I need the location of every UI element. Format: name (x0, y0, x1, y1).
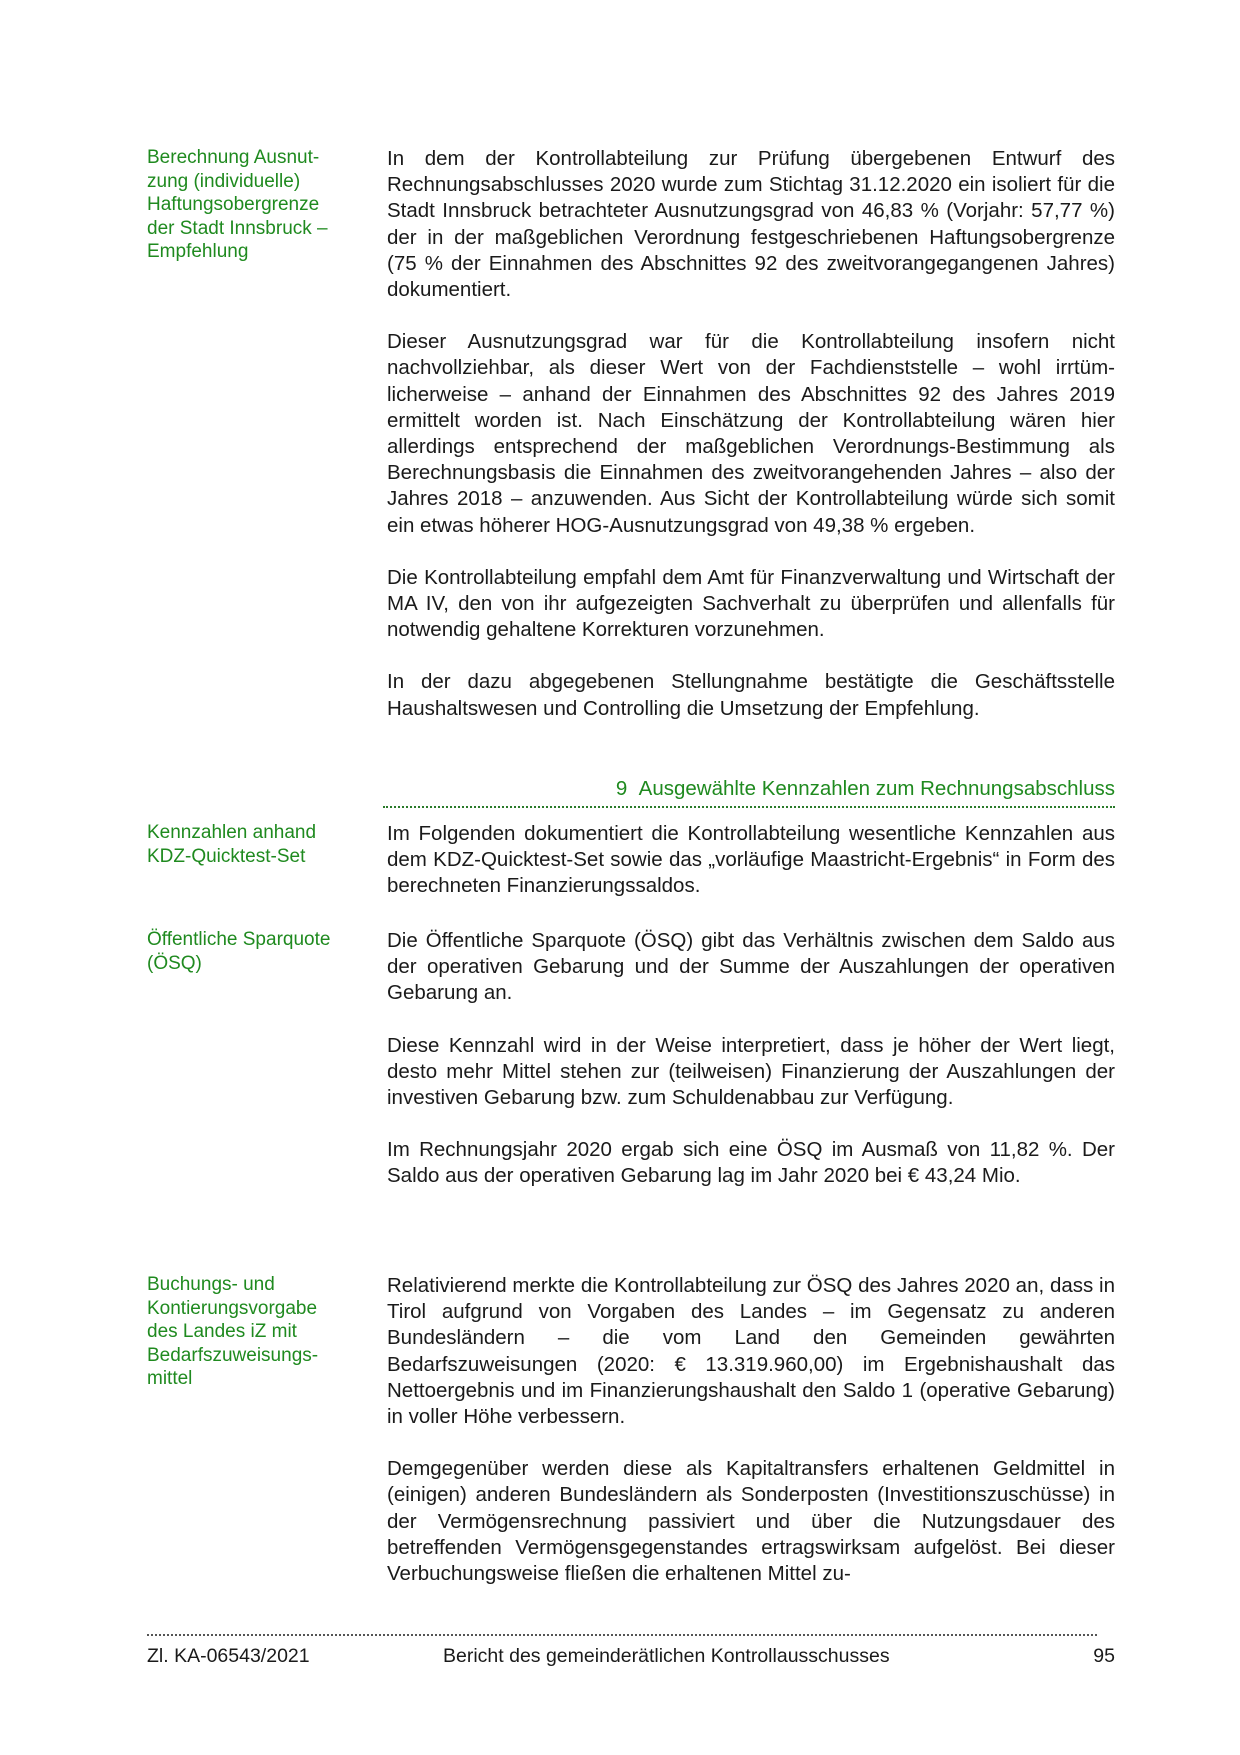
paragraph: In dem der Kontrollabteilung zur Prüfung übergebenen Entwurf des Rechnungsabschlusses 2020 wurde zum Stichtag 31.12.2020 ein isoliert für die Stadt Innsbruck betrachteter Ausnutzungsgrad von 46,83 % (Vorjahr: 57,77 %) der in der maßgeblichen Verordnung festgeschriebenen Haftungsobergrenze (75 % der Einnahmen des Abschnittes 92 des zweitvorangegangenen Jahres) dokumentiert. (387, 147, 1115, 302)
margin-label: Kennzahlen anhand KDZ-Quicktest-Set (147, 822, 317, 867)
heading-title: Ausgewählte Kennzahlen zum Rechnungsabschluss (638, 777, 1115, 800)
section-heading (383, 776, 1115, 802)
page-number: 95 (1093, 1645, 1115, 1667)
margin-label: Buchungs- und Kontierungsvorgabe des Landes iZ mit Bedarfszuweisungsmittel (147, 1274, 319, 1389)
margin-label: Berechnung Ausnutzung (individuelle) Haftungsobergrenze der Stadt Innsbruck – Empfehlung (147, 147, 328, 262)
paragraph: Die Kontrollabteilung empfahl dem Amt für Finanzverwaltung und Wirtschaft der MA IV, den von ihr aufgezeigten Sachverhalt zu überprüfen und allenfalls für notwendig gehaltene Korrekturen vorzunehmen. (387, 565, 1115, 642)
paragraph: Diese Kennzahl wird in der Weise interpretiert, dass je höher der Wert liegt, desto mehr Mittel stehen zur (teilweisen) Finanzierung der Auszahlungen der investiven Gebarung bzw. zum Schuldenabbau zur Verfügung. (387, 1033, 1115, 1110)
paragraph: Im Folgenden dokumentiert die Kontrollabteilung wesentliche Kennzahlen aus dem KDZ-Quicktest-Set sowie das „vorläufige Maastricht-Ergebnis“ in Form des berechneten Finanzierungssaldos. (387, 822, 1115, 898)
section-body (387, 1273, 1115, 1587)
paragraph: In der dazu abgegebenen Stellungnahme bestätigte die Geschäftsstelle Haushaltswesen und Controlling die Umsetzung der Empfehlung. (387, 670, 1115, 720)
section-body (387, 146, 1115, 722)
section-body (387, 928, 1115, 1190)
heading-number: 9 (615, 777, 628, 800)
paragraph: Im Rechnungsjahr 2020 ergab sich eine ÖSQ im Ausmaß von 11,82 %. Der Saldo aus der operativen Gebarung lag im Jahr 2020 bei € 43,24 Mio. (387, 1138, 1115, 1188)
report-title: Bericht des gemeinderätlichen Kontrollausschusses (443, 1645, 890, 1667)
margin-label: Öffentliche Sparquote (ÖSQ) (147, 929, 331, 974)
paragraph: Die Öffentliche Sparquote (ÖSQ) gibt das Verhältnis zwischen dem Saldo aus der operativen Gebarung und der Summe der Auszahlungen der operativen Gebarung an. (387, 929, 1115, 1005)
paragraph: Relativierend merkte die Kontrollabteilung zur ÖSQ des Jahres 2020 an, dass in Tirol aufgrund von Vorgaben des Landes – im Gegensatz zu anderen Bundesländern – die vom Land den Gemeinden gewährten Bedarfszuweisungen (2020: € 13.319.960,00) im Ergebnishaushalt das Nettoergebnis und im Finanzierungshaushalt den Saldo 1 (operative Gebarung) in voller Höhe verbessern. (387, 1274, 1115, 1429)
paragraph: Demgegenüber werden diese als Kapitaltransfers erhaltenen Geldmittel in (einigen) anderen Bundesländern als Sonderposten (Investitionszuschüsse) in der Vermögensrechnung passiviert und über die Nutzungsdauer des betreffenden Vermögensgegenstandes ertragswirksam aufgelöst. Bei dieser Verbuchungsweise fließen die erhaltenen Mittel zu- (387, 1457, 1115, 1586)
heading-divider (383, 806, 1115, 808)
paragraph: Dieser Ausnutzungsgrad war für die Kontrollabteilung insofern nicht nachvollziehbar, als dieser Wert von der Fachdienststelle – wohl irrtümlicherweise – anhand der Einnahmen des Abschnittes 92 des Jahres 2019 ermittelt worden ist. Nach Einschätzung der Kontrollabteilung wären hier allerdings entsprechend der maßgeblichen Verordnungs-Bestimmung als Berechnungsbasis die Einnahmen des zweitvorangehenden Jahres – also der Jahres 2018 – anzuwenden. Aus Sicht der Kontrollabteilung würde sich somit ein etwas höherer HOG-Ausnutzungsgrad von 49,38 % ergeben. (387, 330, 1115, 537)
section-body (387, 821, 1115, 900)
document-reference: Zl. KA-06543/2021 (147, 1645, 310, 1667)
footer-divider (147, 1634, 1097, 1636)
